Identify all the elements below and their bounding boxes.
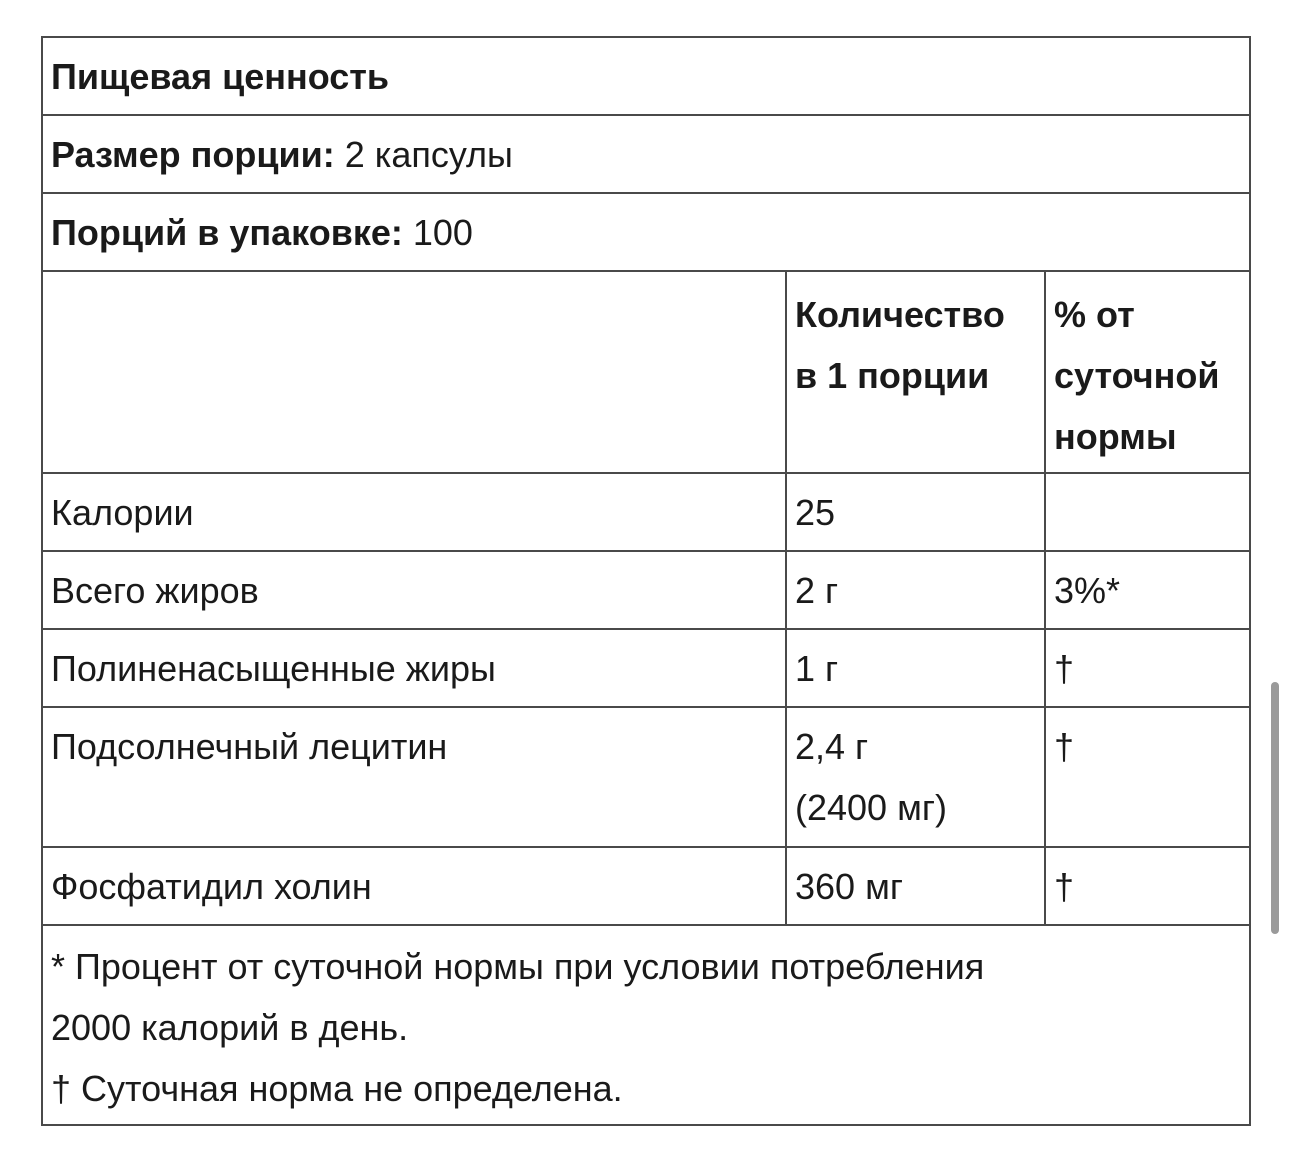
table-row: [42, 473, 1250, 551]
vertical-scrollbar[interactable]: [1271, 682, 1279, 934]
footnote-daily-value: * Процент от суточной нормы при условии потребления: [51, 946, 985, 987]
nutrient-name: Фосфатидил холин: [42, 847, 786, 925]
nutrient-daily-value: †: [1045, 847, 1250, 925]
nutrient-amount: 25: [786, 473, 1045, 551]
nutrient-daily-value: 3%*: [1045, 551, 1250, 629]
footnote-daily-value-cont: 2000 калорий в день.: [51, 1007, 409, 1048]
nutrient-name: Калории: [42, 473, 786, 551]
nutrient-amount: 2 г: [786, 551, 1045, 629]
footnotes: [42, 925, 1250, 1125]
nutrient-name: Всего жиров: [42, 551, 786, 629]
serving-size-label: Размер порции:: [51, 134, 335, 175]
servings-per-container-row: [42, 193, 1250, 271]
column-header-name: [42, 271, 786, 473]
title-row: [42, 37, 1250, 115]
servings-per-container-value: 100: [412, 212, 473, 253]
nutrient-amount: 1 г: [786, 629, 1045, 707]
footnotes-row: [42, 925, 1250, 1125]
column-header-daily-value: % от суточной нормы: [1045, 271, 1250, 473]
nutrient-name: Полиненасыщенные жиры: [42, 629, 786, 707]
table-row: [42, 707, 1250, 847]
column-header-row: [42, 271, 1250, 473]
column-header-amount: Количество в 1 порции: [786, 271, 1045, 473]
serving-size-value: 2 капсулы: [344, 134, 513, 175]
table-title: Пищевая ценность: [42, 37, 1250, 115]
table-row: [42, 629, 1250, 707]
nutrient-daily-value: [1045, 473, 1250, 551]
nutrition-facts-table: [41, 36, 1249, 1126]
nutrient-amount: 360 мг: [786, 847, 1045, 925]
servings-per-container-label: Порций в упаковке:: [51, 212, 403, 253]
nutrient-daily-value: †: [1045, 707, 1250, 847]
footnote-not-established: † Суточная норма не определена.: [51, 1068, 623, 1109]
table-row: [42, 847, 1250, 925]
nutrient-name: Подсолнечный лецитин: [42, 707, 786, 847]
nutrient-amount: 2,4 г (2400 мг): [786, 707, 1045, 847]
serving-size-row: [42, 115, 1250, 193]
nutrient-daily-value: †: [1045, 629, 1250, 707]
table-row: [42, 551, 1250, 629]
